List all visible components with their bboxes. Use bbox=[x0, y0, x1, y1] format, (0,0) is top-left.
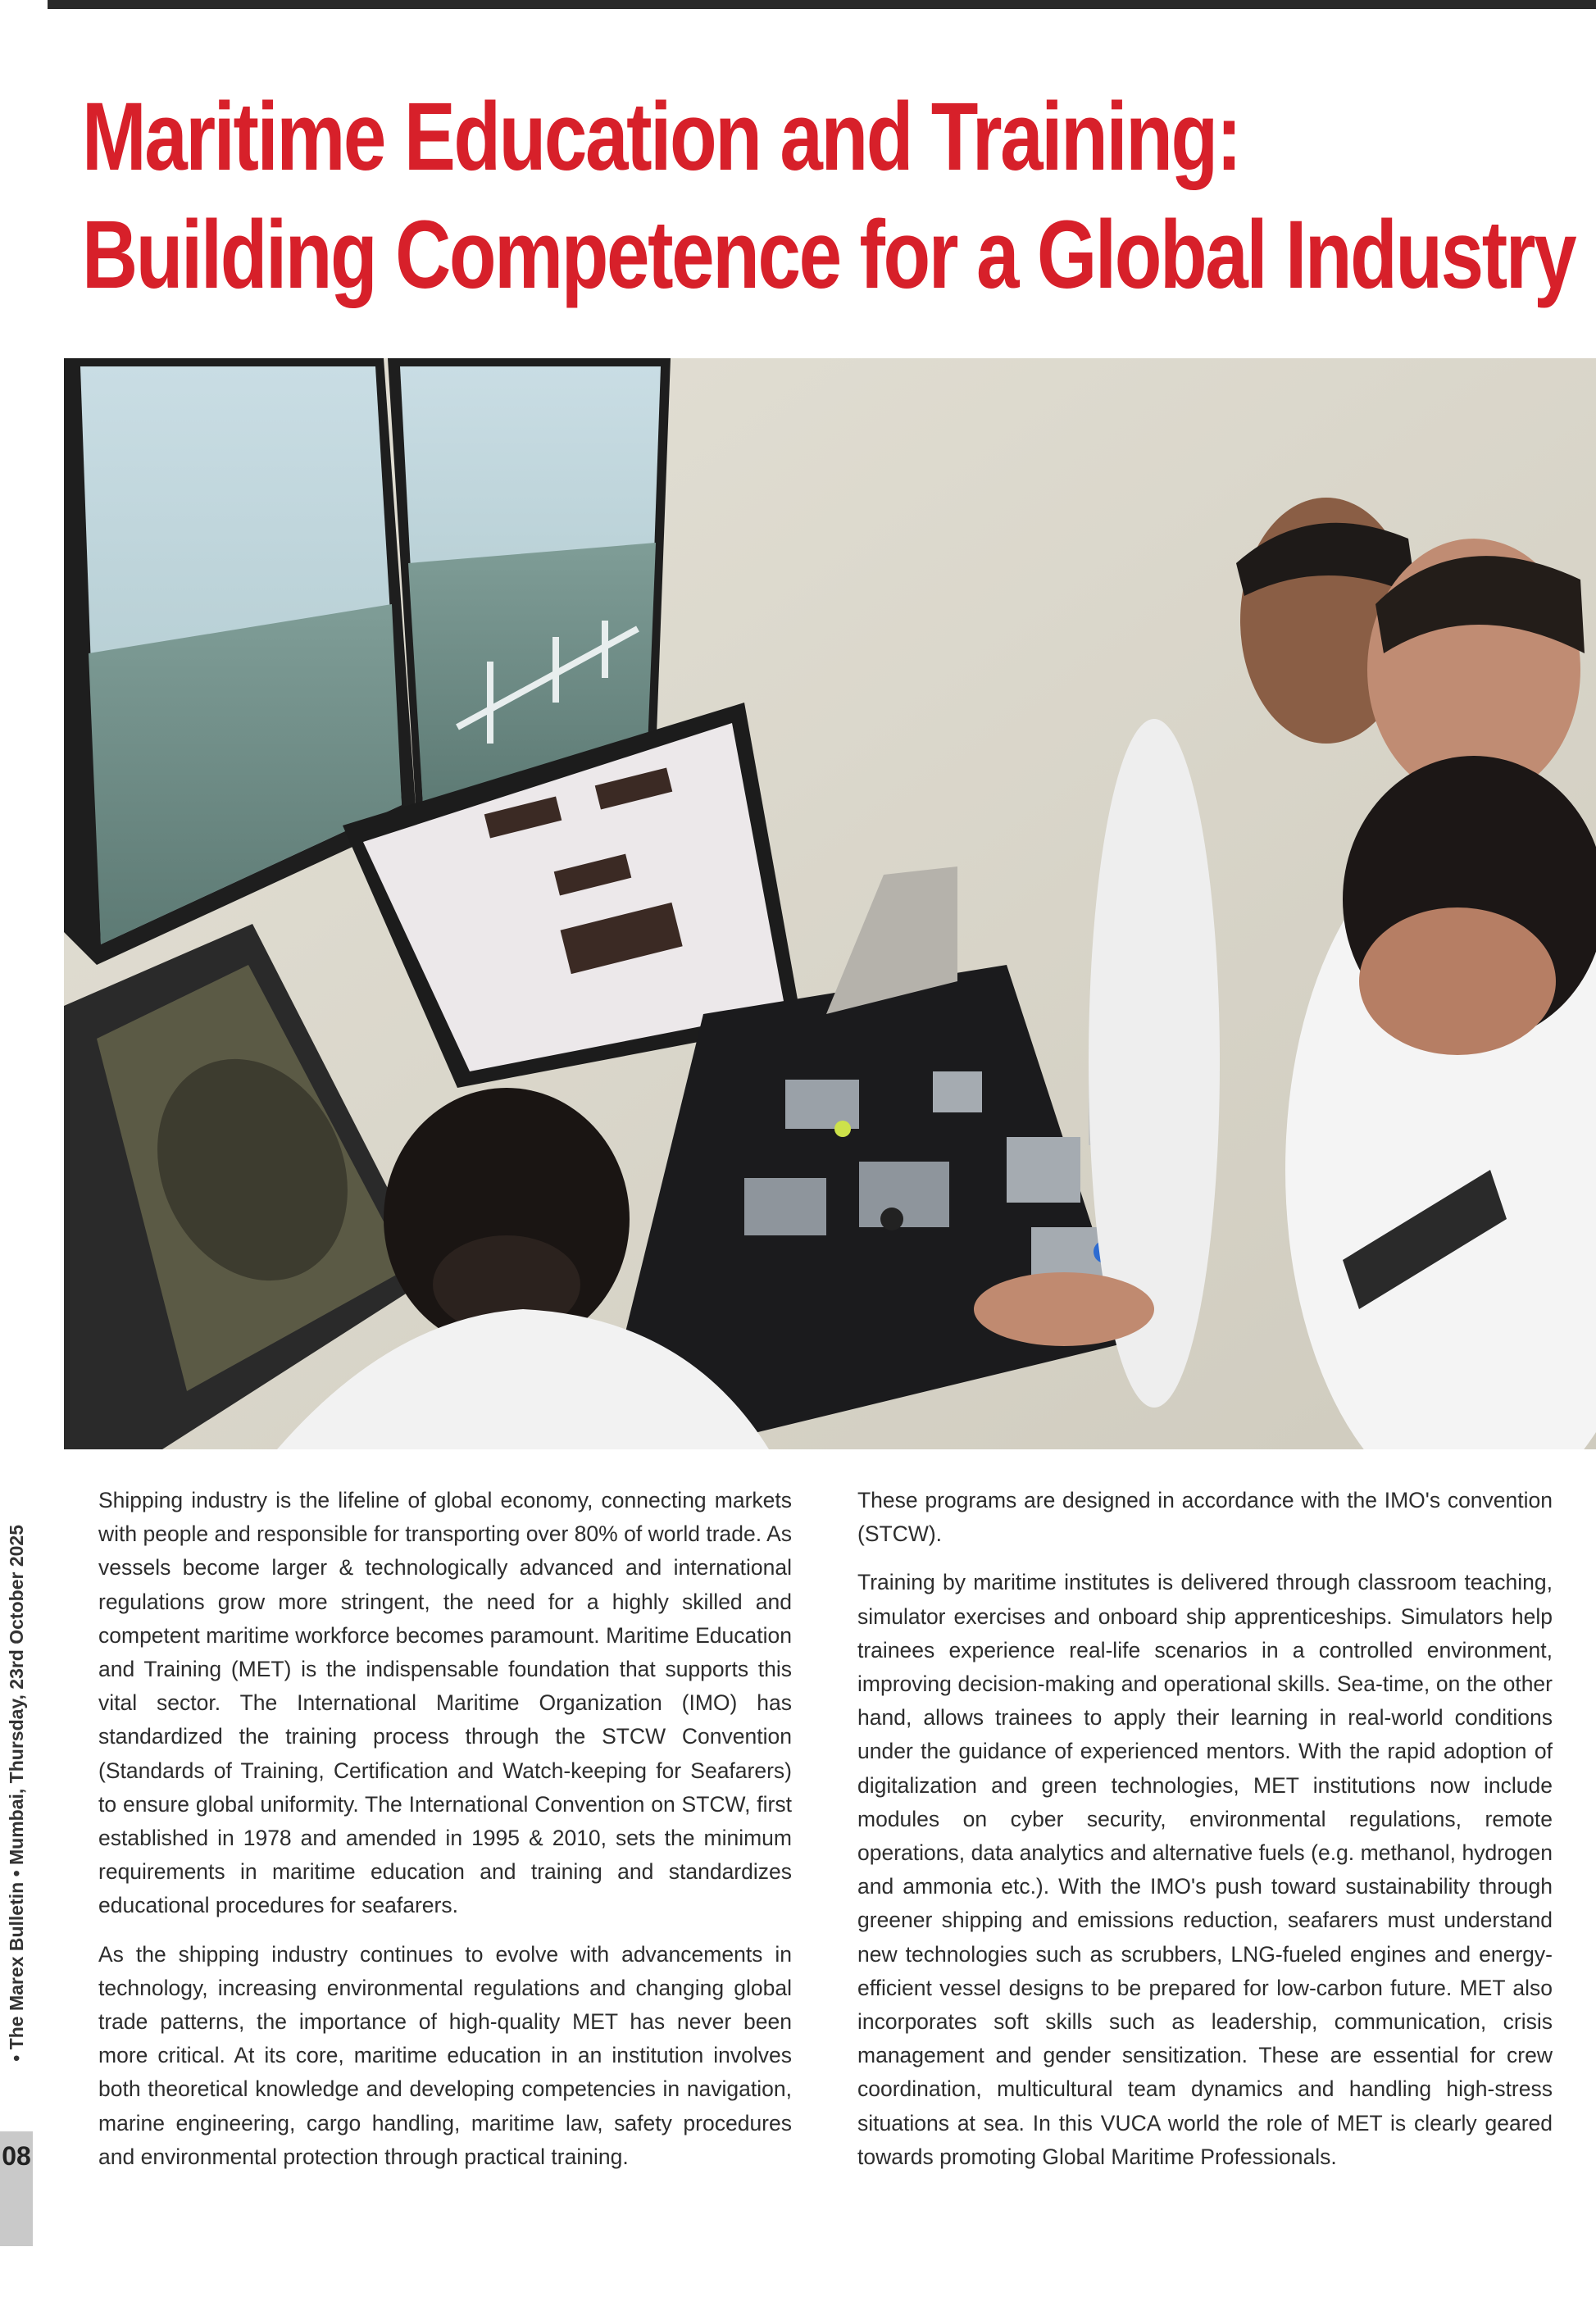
article-paragraph: These programs are designed in accordance with the IMO's convention (STCW). bbox=[857, 1488, 1553, 1547]
simulator-photo-illustration bbox=[64, 358, 1596, 1449]
article-paragraph: Shipping industry is the lifeline of global economy, connecting markets with people and responsible for transporting over 80% of world trade. As vessels become larger & technologically advanced and international regulations grow more stringent, the need for a highly skilled and competent maritime workforce becomes paramount. Maritime Education and Training (MET) is the indispensable foundation that supports this vital sector. The International Maritime Organization (IMO) has standardized the training process through the STCW Convention (Standards of Training, Certification and Watch-keeping for Seafarers) to ensure global uniformity. The International Convention on STCW, first established in 1978 and amended in 1995 & 2010, sets the minimum requirements in maritime education and training and standardizes educational procedures for seafarers. bbox=[98, 1488, 792, 1918]
article-paragraph: As the shipping industry continues to evolve with advancements in technology, increasing environmental regulations and changing global trade patterns, the importance of high-quality MET has never been more critical. At its core, maritime education in an institution involves both theoretical knowledge and developing competencies in navigation, marine engineering, cargo handling, maritime law, safety procedures and environmental protection through practical training. bbox=[98, 1941, 792, 2169]
title-line-2: Building Competence for a Global Industry bbox=[82, 201, 1576, 309]
running-head: • The Marex Bulletin • Mumbai, Thursday, 23rd October 2025 bbox=[6, 1525, 27, 2062]
article-column-left bbox=[98, 1484, 792, 2189]
article-paragraph: Training by maritime institutes is delivered through classroom teaching, simulator exercises and onboard ship apprenticeships. Simulators help trainees experience real-life scenarios in a controlled environment, improving decision-making and operational skills. Sea-time, on the other hand, allows trainees to apply their learning in real-world conditions under the guidance of experienced mentors. With the rapid adoption of digitalization and green technologies, MET institutions now include modules on cyber security, environmental regulations, remote operations, data analytics and alternative fuels (e.g. methanol, hydrogen and ammonia etc.). With the IMO's push toward sustainability through greener shipping and emissions reduction, seafarers must understand new technologies such as scrubbers, LNG-fueled engines and energy-efficient vessel designs to be prepared for low-carbon future. MET also incorporates soft skills such as leadership, communication, crisis management and gender sensitization. These are essential for crew coordination, multicultural team dynamics and handling high-stress situations at sea. In this VUCA world the role of MET is clearly geared towards promoting Global Maritime Professionals. bbox=[857, 1570, 1553, 2169]
title-line-1: Maritime Education and Training: bbox=[82, 83, 1240, 191]
article-column-right bbox=[857, 1484, 1553, 2189]
top-rule bbox=[48, 0, 1596, 9]
article-title bbox=[82, 78, 1576, 314]
simulator-photo bbox=[64, 358, 1596, 1449]
page-number: 08 bbox=[2, 2141, 31, 2171]
